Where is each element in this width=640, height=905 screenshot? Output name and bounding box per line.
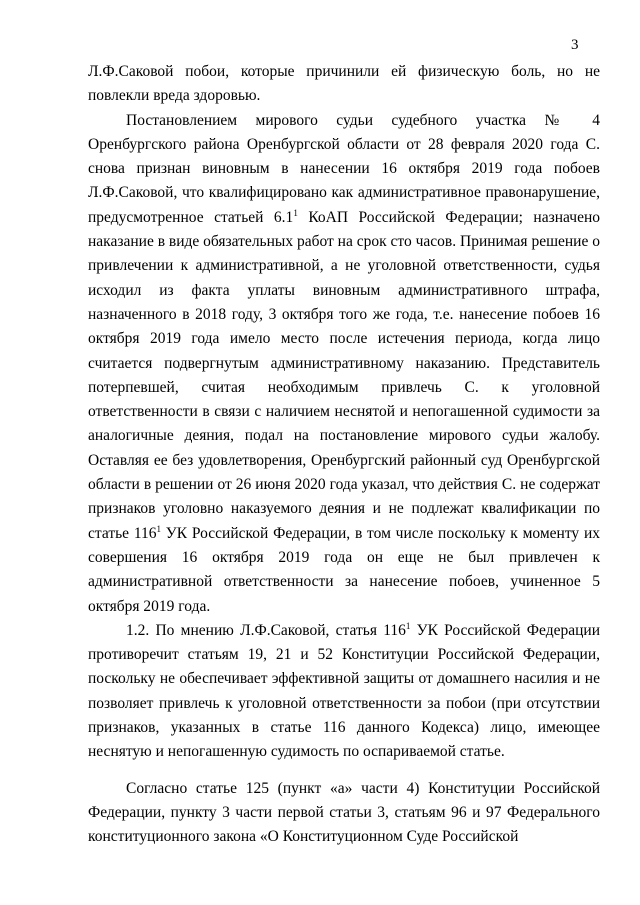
paragraph-ruling-summary <box>88 109 600 619</box>
text-run: УК Российской Федерации противоречит статьям 19, 21 и 52 Конституции Российской Федерации, поскольку не обеспечивает эффективной защиты от домашнего насилия и не позволяет привлечь к уголовной ответственности за побои (при отсутствии признаков, указанных в статье 116 данного Кодекса) лицо, имеющее неснятую и непогашенную судимость по оспариваемой статье. <box>88 621 600 761</box>
paragraph-continuation <box>88 60 600 109</box>
superscript-index: 1 <box>293 207 298 218</box>
superscript-index: 1 <box>156 523 162 534</box>
text-run: Согласно статье 125 (пункт «а» части 4) Конституции Российской Федерации, пункту 3 части первой статьи 3, статьям 96 и 97 Федерального конституционного закона «О Конституционном Суде Российской <box>88 779 600 846</box>
superscript-index: 1 <box>405 620 411 631</box>
paragraph-applicant-position <box>88 619 600 765</box>
text-run: 1.2. По мнению Л.Ф.Саковой, статья 116 <box>126 621 406 639</box>
text-run: КоАП Российской Федерации; назначено наказание в виде обязательных работ на срок сто часов. Принимая решение о привлечении к административной, а не уголовной ответственности, судья исходил из факта уплаты виновным административного штрафа, назначенного в 2018 году, 3 октября того же года, т.е. нанесение побоев 16 октября 2019 года имело место после истечения периода, когда лицо считается подвергнутым административному наказанию. Представитель потерпевшей, считая необходимым привлечь С. к уголовной ответственности в связи с наличием неснятой и непогашенной судимости за аналогичные деяния, подал на постановление мирового судьи жалобу. Оставляя ее без удовлетворения, Оренбургский районный суд Оренбургской области в решении от 26 июня 2020 года указал, что действия С. не содержат признаков уголовно наказуемого деяния и не подлежат квалификации по статье 116 <box>88 208 600 542</box>
text-run: УК Российской Федерации, в том числе поскольку к моменту их совершения 16 октября 2019 года он еще не был привлечен к административной ответственности за нанесение побоев, учиненное 5 октября 2019 года. <box>88 524 601 615</box>
text-run: Постановлением мирового судьи судебного участка № 4 Оренбургского района Оренбургской области от 28 февраля 2020 года С. снова признан виновным в нанесении 16 октября 2019 года побоев Л.Ф.Саковой, что квалифицировано как административное правонарушение, предусмотренное статьей 6.1 <box>88 111 600 226</box>
document-body <box>88 60 600 850</box>
text-run: Л.Ф.Саковой побои, которые причинили ей физическую боль, но не повлекли вреда здоровью. <box>88 63 600 105</box>
page-number: 3 <box>571 37 579 53</box>
paragraph-legal-basis <box>88 777 600 850</box>
